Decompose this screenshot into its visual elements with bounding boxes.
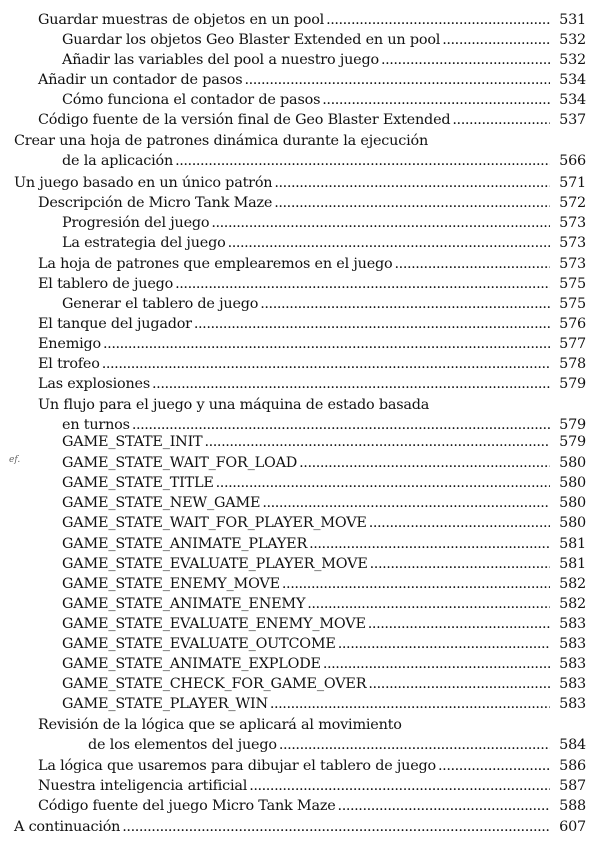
toc-entry-title: El trofeo [38, 356, 100, 372]
toc-entry-page: 580 [559, 455, 586, 471]
toc-entry [0, 817, 600, 837]
toc-entry [0, 715, 600, 755]
toc-entry-page: 581 [559, 536, 586, 552]
toc-entry [0, 614, 600, 634]
toc-entry-page: 537 [559, 112, 586, 128]
toc-entry [0, 694, 600, 714]
toc-entry-page: 582 [559, 576, 586, 592]
toc-entry-page: 583 [559, 656, 586, 672]
toc-entry [0, 30, 600, 50]
toc-entry-title: Un juego basado en un único patrón [14, 175, 273, 191]
toc-entry [0, 574, 600, 594]
toc-entry-title: Añadir un contador de pasos [38, 72, 243, 88]
toc-entry [0, 513, 600, 533]
toc-entry-page: 580 [559, 475, 586, 491]
toc-entry [0, 374, 600, 394]
toc-entry [0, 674, 600, 694]
toc-entry-page: 583 [559, 616, 586, 632]
toc-entry-page: 575 [559, 276, 586, 292]
toc-entry-page: 532 [559, 52, 586, 68]
toc-entry-continuation: de los elementos del juego [88, 737, 277, 753]
toc-entry-page: 583 [559, 676, 586, 692]
toc-entry [0, 473, 600, 493]
toc-entry [0, 50, 600, 70]
toc-entry-continuation: en turnos [62, 417, 130, 433]
toc-entry [0, 294, 600, 314]
toc-entry-page: 531 [559, 12, 586, 28]
toc-entry-title: La estrategia del juego [62, 235, 226, 251]
toc-entry-title: Enemigo [38, 336, 102, 352]
toc-entry-page: 582 [559, 596, 586, 612]
toc-entry-title: GAME_STATE_TITLE [62, 475, 214, 491]
toc-entry-title: Guardar muestras de objetos en un pool [38, 12, 325, 28]
toc-entry-title: Añadir las variables del pool a nuestro juego [62, 52, 379, 68]
toc-entry-title: La hoja de patrones que emplearemos en el juego [38, 256, 393, 272]
toc-entry-page: 573 [559, 256, 586, 272]
toc-entry [0, 534, 600, 554]
toc-entry [0, 193, 600, 213]
toc-entry-title: GAME_STATE_ANIMATE_EXPLODE [62, 656, 321, 672]
toc-entry-page: 607 [559, 819, 586, 835]
toc-entry [0, 274, 600, 294]
toc-entry-page: 579 [559, 434, 586, 450]
toc-entry-title: GAME_STATE_WAIT_FOR_PLAYER_MOVE [62, 515, 367, 531]
toc-entry [0, 90, 600, 110]
toc-entry-page: 580 [559, 495, 586, 511]
toc-entry [0, 796, 600, 816]
toc-entry-title: A continuación [14, 819, 121, 835]
toc-entry [0, 10, 600, 30]
toc-entry [0, 756, 600, 776]
toc-entry-title: Código fuente de la versión final de Geo Blaster Extended [38, 112, 451, 128]
toc-entry-page: 580 [559, 515, 586, 531]
toc-entry-title: Un flujo para el juego y una máquina de estado basada [38, 397, 430, 413]
toc-entry-title: El tanque del jugador [38, 316, 192, 332]
toc-entry [0, 634, 600, 654]
toc-entry-title: Generar el tablero de juego [62, 296, 259, 312]
toc-entry-page: 534 [559, 72, 586, 88]
toc-entry-page: 588 [559, 798, 586, 814]
toc-entry-page: 578 [559, 356, 586, 372]
toc-entry-page: 573 [559, 215, 586, 231]
toc-entry-title: El tablero de juego [38, 276, 174, 292]
toc-entry-page: 581 [559, 556, 586, 572]
toc-entry-page: 572 [559, 195, 586, 211]
toc-entry [0, 395, 600, 435]
toc-entry-continuation: de la aplicación [62, 153, 174, 169]
toc-entry-title: GAME_STATE_INIT [62, 434, 203, 450]
toc-entry-title: Revisión de la lógica que se aplicará al movimiento [38, 717, 402, 733]
toc-entry [0, 594, 600, 614]
toc-entry [0, 314, 600, 334]
toc-entry [0, 453, 600, 473]
toc-entry-page: 577 [559, 336, 586, 352]
toc-entry-page: 532 [559, 32, 586, 48]
toc-entry-title: GAME_STATE_CHECK_FOR_GAME_OVER [62, 676, 367, 692]
toc-entry-title: Progresión del juego [62, 215, 210, 231]
toc-entry-title: GAME_STATE_EVALUATE_ENEMY_MOVE [62, 616, 366, 632]
toc-entry-title: GAME_STATE_ENEMY_MOVE [62, 576, 280, 592]
toc-entry-title: Cómo funciona el contador de pasos [62, 92, 321, 108]
toc-entry-page: 583 [559, 696, 586, 712]
toc-entry-title: GAME_STATE_NEW_GAME [62, 495, 261, 511]
toc-entry [0, 70, 600, 90]
toc-entry [0, 493, 600, 513]
toc-entry [0, 776, 600, 796]
toc-entry-title: Las explosiones [38, 376, 151, 392]
toc-entry [0, 173, 600, 193]
toc-entry-page: 586 [559, 758, 586, 774]
toc-entry-page: 579 [559, 417, 586, 433]
toc-entry [0, 233, 600, 253]
toc-entry [0, 354, 600, 374]
toc-entry-title: Nuestra inteligencia artificial [38, 778, 248, 794]
toc-entry [0, 213, 600, 233]
toc-entry-page: 573 [559, 235, 586, 251]
toc-entry-title: GAME_STATE_ANIMATE_ENEMY [62, 596, 306, 612]
toc-entry-page: 571 [559, 175, 586, 191]
toc-entry-title: GAME_STATE_EVALUATE_OUTCOME [62, 636, 336, 652]
toc-entry-page: 566 [559, 153, 586, 169]
toc-entry-page: 579 [559, 376, 586, 392]
toc-entry [0, 254, 600, 274]
toc-entry [0, 334, 600, 354]
toc-entry [0, 554, 600, 574]
toc-entry-title: GAME_STATE_ANIMATE_PLAYER [62, 536, 308, 552]
toc-entry-title: Guardar los objetos Geo Blaster Extended en un pool [62, 32, 441, 48]
toc-entry [0, 110, 600, 130]
toc-entry-page: 534 [559, 92, 586, 108]
toc-entry [0, 432, 600, 452]
toc-entry-page: 583 [559, 636, 586, 652]
toc-entry-page: 584 [559, 737, 586, 753]
toc-entry [0, 654, 600, 674]
margin-mark: ef. [9, 455, 21, 465]
toc-entry-title: GAME_STATE_WAIT_FOR_LOAD [62, 455, 298, 471]
toc-entry-title: Crear una hoja de patrones dinámica durante la ejecución [14, 133, 429, 149]
toc-entry-title: GAME_STATE_EVALUATE_PLAYER_MOVE [62, 556, 368, 572]
toc-entry-title: Descripción de Micro Tank Maze [38, 195, 273, 211]
toc-entry [0, 131, 600, 171]
toc-entry-page: 576 [559, 316, 586, 332]
toc-entry-title: Código fuente del juego Micro Tank Maze [38, 798, 336, 814]
toc-entry-title: La lógica que usaremos para dibujar el tablero de juego [38, 758, 437, 774]
toc-entry-title: GAME_STATE_PLAYER_WIN [62, 696, 268, 712]
toc-entry-page: 587 [559, 778, 586, 794]
toc-entry-page: 575 [559, 296, 586, 312]
